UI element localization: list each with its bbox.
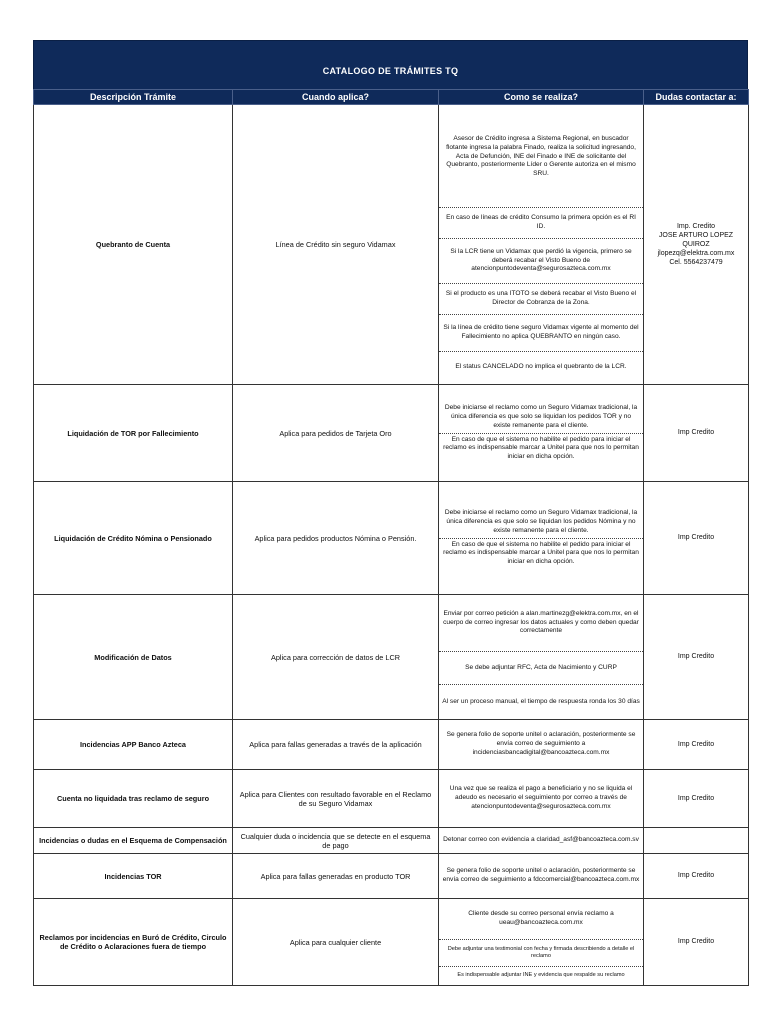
title-band [33, 40, 748, 89]
how-step: En caso de que el sistema no habilite el pedido para iniciar el reclamo es indispensable marcar a Unitel para que nos lo permitan iniciar en dicha opción. [439, 538, 643, 569]
contact-line: JOSE ARTURO LOPEZ QUIROZ [658, 231, 734, 248]
how-cell [439, 770, 644, 828]
col-header-when: Cuando aplica? [233, 90, 439, 105]
col-header-how: Como se realiza? [439, 90, 644, 105]
how-step: Una vez que se realiza el pago a beneficiario y no se liquida el adeudo es necesario el seguimiento por correo a través de atencionpuntodeventa@segurosazteca.com.mx [449, 785, 633, 810]
contact-line: Imp Credito [677, 653, 715, 661]
contact-line: Imp Credito [677, 534, 715, 542]
contact-cell [644, 720, 749, 770]
how-cell [439, 105, 644, 385]
how-step: Si la línea de crédito tiene seguro Vidamax vigente al momento del Fallecimiento no aplica QUEBRANTO en ningún caso. [439, 314, 643, 351]
when-applies-cell: Aplica para fallas generadas en producto TOR [233, 854, 439, 899]
how-step: Es indispensable adjuntar INE y evidencia que respalde su reclamo [439, 966, 643, 985]
how-cell [439, 828, 644, 854]
description-cell: Incidencias APP Banco Azteca [34, 720, 233, 770]
contact-line: Imp Credito [677, 872, 715, 880]
how-cell [439, 899, 644, 986]
description-cell: Cuenta no liquidada tras reclamo de seguro [34, 770, 233, 828]
contact-cell [644, 482, 749, 595]
how-step: En caso de que el sistema no habilite el pedido para iniciar el reclamo es indispensable marcar a Unitel para que nos lo permitan iniciar en dicha opción. [439, 433, 643, 464]
table-row [34, 482, 749, 595]
when-applies-cell: Aplica para cualquier cliente [233, 899, 439, 986]
how-cell [439, 482, 644, 595]
how-cell [439, 595, 644, 720]
table-row [34, 720, 749, 770]
contact-cell [644, 770, 749, 828]
when-applies-cell: Aplica para pedidos productos Nómina o Pensión. [233, 482, 439, 595]
header-row [34, 90, 749, 105]
spreadsheet [33, 40, 748, 986]
contact-line: jlopezq@elektra.com.mx [657, 250, 735, 258]
table-row [34, 770, 749, 828]
how-step: Enviar por correo petición a alan.martinezg@elektra.com.mx, en el cuerpo de correo ingresar los datos actuales y como deben quedar correctamente [443, 609, 639, 635]
catalog-table [33, 89, 749, 986]
contact-cell [644, 899, 749, 986]
how-step: Al ser un proceso manual, el tiempo de respuesta ronda los 30 días [439, 684, 643, 719]
table-row [34, 899, 749, 986]
description-cell: Modificación de Datos [34, 595, 233, 720]
when-applies-cell: Aplica para pedidos de Tarjeta Oro [233, 385, 439, 482]
description-cell: Quebranto de Cuenta [34, 105, 233, 385]
when-applies-cell: Aplica para Clientes con resultado favorable en el Reclamo de su Seguro Vidamax [233, 770, 439, 828]
how-step: Detonar correo con evidencia a claridad_asf@bancoazteca.com.sv [443, 836, 639, 844]
contact-line: Imp Credito [677, 938, 715, 946]
how-step: Debe iniciarse el reclamo como un Seguro Vidamax tradicional, la única diferencia es que solo se liquidan los pedidos Nómina y no existe remanente para el cliente. [444, 509, 638, 534]
when-applies-cell: Cualquier duda o incidencia que se detecte en el esquema de pago [233, 828, 439, 854]
contact-line: Imp Credito [677, 740, 715, 748]
how-step: Asesor de Crédito ingresa a Sistema Regional, en buscador flotante ingresa la palabra Finado, realiza la solicitud ingresando, Acta de Defunción, INE del Finado e INE de solicitante del Quebranto, posteriormente Líder o Gerente autoriza en el mismo SRU. [446, 135, 636, 178]
when-applies-cell: Aplica para corrección de datos de LCR [233, 595, 439, 720]
how-step: Se debe adjuntar RFC, Acta de Nacimiento y CURP [439, 651, 643, 684]
how-step: Se genera folio de soporte unitel o aclaración, posteriormente se envía correo de seguimiento a fdccomercial@bancoazteca.com.mx [442, 867, 640, 883]
table-row [34, 828, 749, 854]
contact-cell [644, 595, 749, 720]
contact-line: Cel. 5564237479 [669, 259, 723, 267]
contact-line: Imp. Credito [676, 222, 716, 230]
contact-line: Imp Credito [677, 429, 715, 437]
description-cell: Reclamos por incidencias en Buró de Crédito, Circulo de Crédito o Aclaraciones fuera de tiempo [34, 899, 233, 986]
when-applies-cell: Línea de Crédito sin seguro Vidamax [233, 105, 439, 385]
how-step: El status CANCELADO no implica el quebranto de la LCR. [439, 351, 643, 382]
how-cell [439, 854, 644, 899]
table-row [34, 854, 749, 899]
description-cell: Incidencias TOR [34, 854, 233, 899]
col-header-description: Descripción Trámite [34, 90, 233, 105]
how-step: Debe adjuntar una testimonial con fecha y firmada describiendo a detalle el reclamo [439, 939, 643, 966]
contact-cell [644, 385, 749, 482]
table-row [34, 105, 749, 385]
how-step: En caso de líneas de crédito Consumo la primera opción es el RI ID. [439, 207, 643, 238]
contact-cell [644, 105, 749, 385]
how-cell [439, 720, 644, 770]
how-step: Debe iniciarse el reclamo como un Seguro Vidamax tradicional, la única diferencia es que solo se liquidan los pedidos TOR y no existe remanente para el cliente. [444, 404, 638, 429]
description-cell: Incidencias o dudas en el Esquema de Compensación [34, 828, 233, 854]
description-cell: Liquidación de TOR por Fallecimiento [34, 385, 233, 482]
when-applies-cell: Aplica para fallas generadas a través de la aplicación [233, 720, 439, 770]
how-step: Si el producto es una ITOTO se deberá recabar el Visto Bueno el Director de Cobranza de la Zona. [439, 283, 643, 314]
how-step: Si la LCR tiene un Vidamax que perdió la vigencia, primero se deberá recabar el Visto Bueno de atencionpuntodeventa@segurosazteca.com.mx [439, 238, 643, 283]
how-step: Cliente desde su correo personal envía reclamo a ueau@bancoazteca.com.mx [468, 910, 614, 926]
contact-cell [644, 854, 749, 899]
how-step: Se genera folio de soporte unitel o aclaración, posteriormente se envía correo de seguimiento a incidenciasbancadigital@bancoazteca.com.mx [446, 731, 636, 756]
how-cell [439, 385, 644, 482]
table-row [34, 385, 749, 482]
col-header-contact: Dudas contactar a: [644, 90, 749, 105]
description-cell: Liquidación de Crédito Nómina o Pensionado [34, 482, 233, 595]
contact-cell [644, 828, 749, 854]
table-row [34, 595, 749, 720]
sheet-title: CATALOGO DE TRÁMITES TQ [322, 66, 459, 76]
contact-line: Imp Credito [677, 794, 715, 802]
